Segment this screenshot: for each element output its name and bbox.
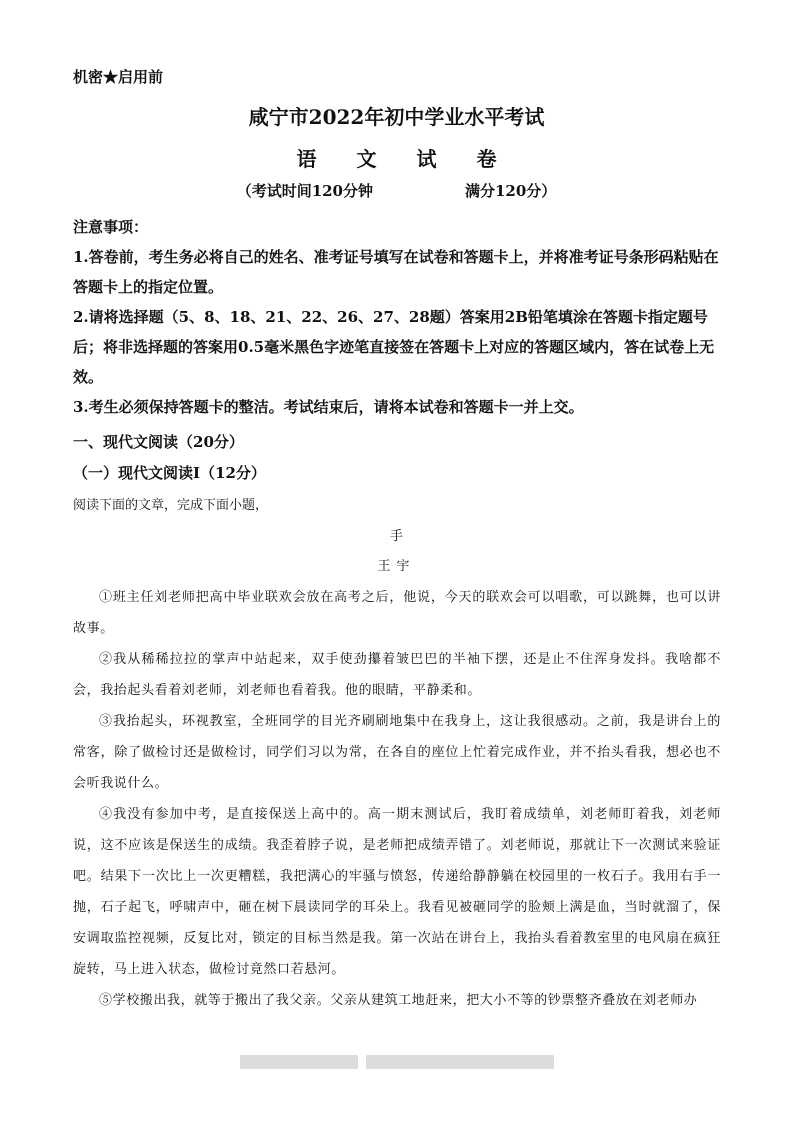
notes-section [73,212,721,422]
blurred-footer [240,1055,358,1069]
note-item-1: 1.答卷前，考生务必将自己的姓名、准考证号填写在试卷和答题卡上，并将准考证号条形码粘贴在答题卡上的指定位置。 [73,248,719,296]
paragraph-5: ⑤学校搬出我，就等于搬出了我父亲。父亲从建筑工地赶来，把大小不等的钞票整齐叠放在刘老师办 [99,993,698,1008]
note-item-2: 2.请将选择题（5、8、18、21、22、26、27、28题）答案用2B铅笔填涂在答题卡指定题号后；将非选择题的答案用0.5毫米黑色字迹笔直接签在答题卡上对应的答题区域内，答在试卷上无效。 [73,308,715,386]
subject-title: 语文试卷 [296,147,537,171]
article-title: 手 [389,529,403,544]
article-author: 王宇 [377,559,416,574]
article-body [73,582,721,1016]
paragraph-4: ④我没有参加中考，是直接保送上高中的。高一期末测试后，我盯着成绩单，刘老师盯着我，刘老师说，这不应该是保送生的成绩。我歪着脖子说，是老师把成绩弄错了。刘老师说，那就让下一次测试来验证吧。结果下一次比上一次更糟糕，我把满心的牢骚与愤怒，传递给静静躺在校园里的一枚石子。我用右手一抛，石子起飞，呼啸声中，砸在树下晨读同学的耳朵上。我看见被砸同学的脸颊上满是血，当时就溜了，保安调取监控视频，反复比对，锁定的目标当然是我。第一次站在讲台上，我抬头看着教室里的电风扇在疯狂旋转，马上进入状态，做检讨竟然口若悬河。 [73,807,721,977]
note-item-3: 3.考生必须保持答题卡的整洁。考试结束后，请将本试卷和答题卡一并上交。 [73,398,584,416]
full-score: 满分120分） [465,182,557,200]
exam-time: （考试时间120分钟 [236,182,373,200]
paragraph-1: ①班主任刘老师把高中毕业联欢会放在高考之后，他说，今天的联欢会可以唱歌，可以跳舞，也可以讲故事。 [73,590,721,636]
exam-info [0,180,793,201]
confidential-label: 机密★启用前 [73,68,164,86]
paragraph-2: ②我从稀稀拉拉的掌声中站起来，双手使劲攥着皱巴巴的半袖下摆，还是止不住浑身发抖。我啥都不会，我抬起头看着刘老师，刘老师也看着我。他的眼睛，平静柔和。 [73,652,721,698]
paragraph-3: ③我抬起头，环视教室，全班同学的目光齐刷刷地集中在我身上，这让我很感动。之前，我是讲台上的常客，除了做检讨还是做检讨，同学们习以为常，在各自的座位上忙着完成作业，并不抬头看我，想必也不会听我说什么。 [73,714,721,791]
exam-title: 咸宁市2022年初中学业水平考试 [248,105,545,129]
reading-instruction: 阅读下面的文章，完成下面小题， [73,498,269,513]
subsection-heading: （一）现代文阅读Ⅰ（12分） [73,464,266,482]
notes-heading: 注意事项： [73,218,149,236]
blurred-footer [366,1055,554,1069]
section-heading: 一、现代文阅读（20分） [73,433,244,451]
